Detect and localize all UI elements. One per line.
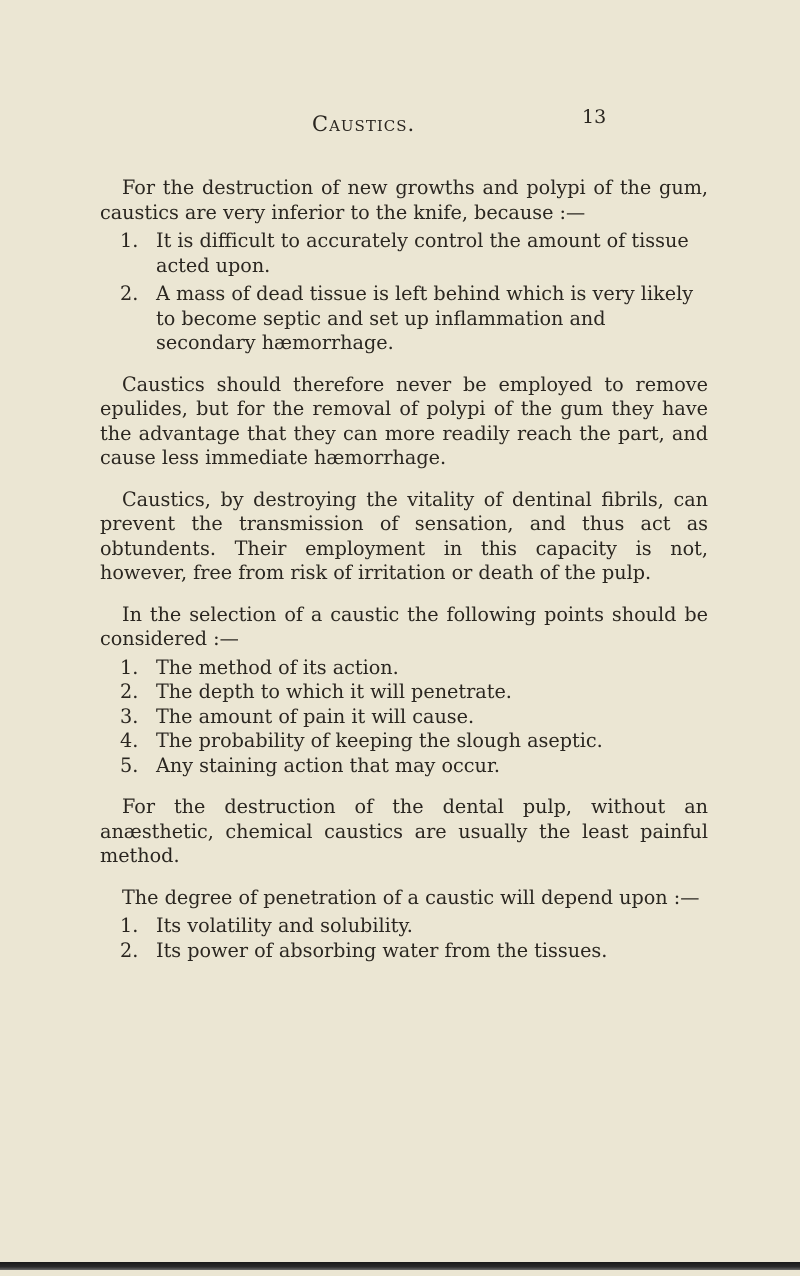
list-item-number: 1.	[120, 914, 139, 937]
list-item	[100, 914, 708, 939]
page-number: 13	[582, 106, 607, 128]
list-item-text: The method of its action.	[156, 655, 399, 679]
paragraph: For the destruction of new growths and polypi of the gum, caustics are very inferior to the knife, because :—	[100, 176, 708, 224]
paragraph: Caustics, by destroying the vitality of dentinal fibrils, can prevent the transmission of sensation, and thus act as obtundents. Their employment in this capacity is not, however, free from risk of irritation or death of the pulp.	[100, 487, 708, 584]
list-item	[100, 754, 708, 779]
list-item-number: 2.	[120, 938, 139, 962]
list-item	[100, 729, 708, 754]
list-item-text: Its volatility and solubility.	[156, 914, 413, 937]
running-title: Caustics.	[312, 112, 416, 136]
list-item-text: A mass of dead tissue is left behind which is very likely to become septic and set up inflammation and secondary hæmorrhage.	[156, 282, 694, 354]
list-item-text: The depth to which it will penetrate.	[156, 680, 512, 703]
paragraph: Caustics should therefore never be employed to remove epulides, but for the removal of polypi of the gum they have the advantage that they can more readily reach the part, and cause less immediate hæmorrhage.	[100, 372, 708, 469]
reasons-list	[100, 229, 708, 356]
list-item-text: The probability of keeping the slough aseptic.	[156, 729, 603, 752]
selection-points-list	[100, 656, 708, 779]
list-item	[100, 282, 708, 356]
page-edge-shadow	[0, 1262, 800, 1270]
list-item-number: 4.	[120, 729, 139, 752]
body-text	[100, 176, 708, 963]
list-item	[100, 705, 708, 730]
list-item-text: It is difficult to accurately control the amount of tissue acted upon.	[156, 229, 689, 277]
penetration-factors-list	[100, 914, 708, 963]
list-item	[100, 680, 708, 705]
list-item-text: The amount of pain it will cause.	[156, 704, 475, 728]
list-item-number: 1.	[120, 655, 139, 679]
paragraph: The degree of penetration of a caustic will depend upon :—	[122, 885, 700, 909]
page-header	[0, 106, 800, 142]
paragraph: In the selection of a caustic the following points should be considered :—	[100, 602, 708, 650]
list-item-number: 1.	[120, 229, 139, 252]
list-item	[100, 939, 708, 964]
list-item-number: 3.	[120, 704, 139, 728]
list-item	[100, 229, 708, 278]
list-item-number: 5.	[120, 753, 139, 777]
paragraph: For the destruction of the dental pulp, without an anæsthetic, chemical caustics are usually the least painful method.	[100, 795, 708, 867]
list-item-number: 2.	[120, 282, 139, 305]
list-item-text: Its power of absorbing water from the tissues.	[156, 938, 608, 962]
list-item-text: Any staining action that may occur.	[156, 753, 501, 777]
list-item-number: 2.	[120, 680, 139, 703]
list-item	[100, 656, 708, 681]
